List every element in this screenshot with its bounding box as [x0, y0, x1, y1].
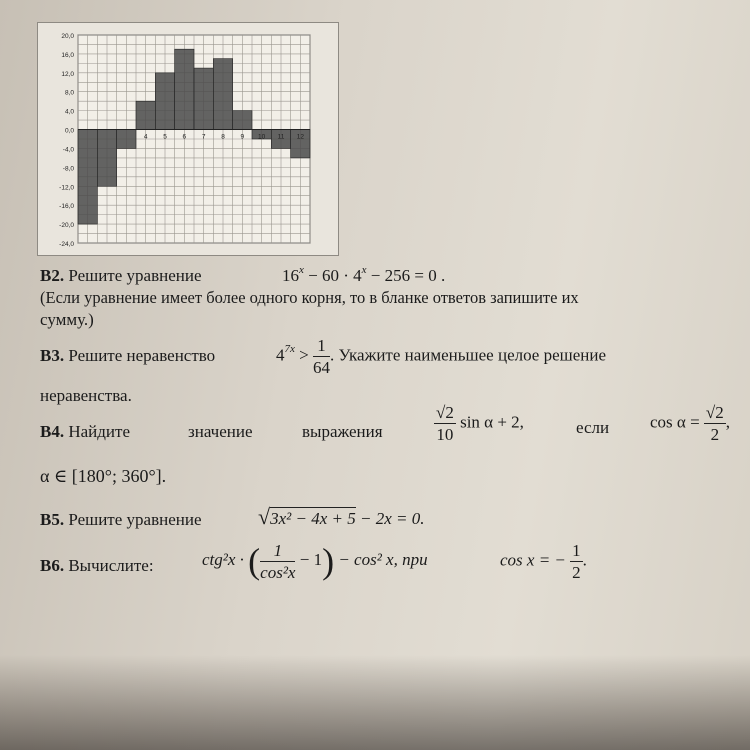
- b6-label: B6.: [40, 556, 65, 575]
- bar-5: [155, 73, 174, 130]
- y-tick-label: -12,0: [59, 184, 74, 192]
- bar-7: [194, 68, 213, 129]
- b5-rest: − 2x = 0.: [355, 509, 425, 528]
- b5-text: Решите уравнение: [68, 510, 202, 529]
- b2-note2: сумму.): [40, 310, 94, 329]
- b2-eq-base: 16: [282, 266, 299, 285]
- b3-inequality: [276, 337, 606, 376]
- b4-fraction: [434, 404, 456, 443]
- b6-rest: − cos² x, при: [338, 549, 428, 569]
- bar-3: [117, 130, 136, 149]
- b4-interval: α ∈ [180°; 360°].: [40, 466, 167, 486]
- b4-w3: выражения: [302, 422, 383, 441]
- y-tick-label: 8,0: [64, 89, 74, 97]
- x-tick-label: 4: [143, 133, 148, 141]
- b6-text: Вычислите:: [68, 556, 154, 575]
- x-tick-label: 11: [277, 133, 285, 141]
- b4-den: 10: [436, 425, 454, 444]
- sqrt-sign-icon: √: [258, 504, 271, 529]
- b6-half: [570, 542, 583, 581]
- b4-cnum: √2: [705, 403, 724, 422]
- b4-cos: [650, 404, 730, 443]
- bar-6: [175, 49, 194, 129]
- problem-b2: [40, 266, 202, 286]
- y-tick-label: 0,0: [64, 127, 74, 135]
- b6-dot: .: [582, 550, 587, 570]
- b3-line2: неравенства.: [40, 386, 132, 405]
- b3-fraction: [313, 337, 330, 376]
- b5-radicand: 3x² − 4x + 5: [270, 509, 356, 528]
- chart-svg: [38, 23, 338, 255]
- x-tick-label: 12: [296, 133, 304, 141]
- b5-equation: [258, 504, 424, 530]
- problem-b3: [40, 346, 215, 366]
- b4-comma: ,: [725, 412, 730, 432]
- b6-hnum: 1: [572, 541, 581, 560]
- y-tick-label: 12,0: [61, 70, 74, 78]
- b6-ctg: ctg²x ·: [202, 549, 244, 569]
- b2-label: B2.: [40, 266, 65, 285]
- open-paren: (: [248, 541, 261, 581]
- b3-after: . Укажите наименьшее целое решение: [329, 345, 607, 365]
- problem-b6: [40, 556, 154, 576]
- b2-eq-exp: x: [299, 264, 304, 276]
- x-tick-label: 5: [163, 133, 167, 141]
- b6-expression: [202, 540, 428, 582]
- b3-label: B3.: [40, 346, 65, 365]
- close-paren: ): [322, 541, 335, 581]
- bar-4: [136, 101, 155, 129]
- y-tick-label: 20,0: [61, 33, 74, 40]
- b2-eq-mid: − 60 · 4: [303, 266, 362, 285]
- y-tick-label: -20,0: [59, 222, 74, 230]
- b5-label: B5.: [40, 510, 65, 529]
- b2-eq-end: − 256 = 0 .: [366, 266, 446, 285]
- b3-num: 1: [313, 337, 330, 357]
- b6-minus1: − 1: [299, 549, 323, 569]
- y-tick-label: -24,0: [59, 241, 74, 248]
- bar-1: [78, 130, 97, 225]
- b6-num: 1: [260, 542, 295, 562]
- x-tick-label: 9: [240, 133, 245, 141]
- bar-2: [97, 130, 116, 187]
- b4-expr: sin α + 2,: [460, 412, 524, 432]
- b4-if: если: [576, 418, 610, 437]
- x-tick-label: 10: [258, 133, 266, 141]
- b6-den: cos²x: [260, 562, 296, 582]
- y-tick-label: -4,0: [62, 146, 74, 154]
- b4-w1: Найдите: [68, 422, 130, 441]
- b4-w2: значение: [188, 422, 253, 441]
- b6-condition: [500, 542, 587, 581]
- b4-cden: 2: [710, 425, 720, 444]
- b3-exp: 7x: [284, 343, 295, 356]
- b4-cos-text: cos α =: [650, 412, 700, 432]
- b3-gt: >: [299, 345, 309, 365]
- problem-b5: [40, 510, 202, 530]
- bar-chart: [37, 22, 339, 256]
- problem-b4: [40, 422, 130, 442]
- x-tick-label: 8: [221, 133, 225, 141]
- page-shadow: [0, 655, 750, 750]
- bar-8: [213, 59, 232, 130]
- b6-hden: 2: [572, 563, 581, 582]
- b2-text: Решите уравнение: [68, 266, 202, 285]
- y-tick-label: 4,0: [64, 108, 74, 116]
- y-tick-label: -8,0: [62, 165, 74, 173]
- b6-cosx: cos x = −: [500, 550, 566, 570]
- b2-eq-exp2: x: [361, 264, 367, 276]
- b3-base: 4: [276, 345, 285, 365]
- bar-9: [233, 111, 252, 130]
- b3-den: 64: [312, 358, 330, 377]
- b3-text: Решите неравенство: [68, 346, 216, 365]
- x-tick-label: 7: [201, 133, 206, 141]
- y-tick-label: -16,0: [59, 203, 74, 211]
- x-tick-label: 6: [182, 133, 187, 141]
- b2-equation: [282, 266, 445, 286]
- b4-cos-fraction: [704, 404, 726, 443]
- y-tick-label: 16,0: [61, 51, 74, 59]
- b4-expression: [434, 404, 524, 443]
- b6-fraction: [260, 542, 295, 581]
- b4-num: √2: [436, 403, 454, 422]
- b4-label: B4.: [40, 422, 65, 441]
- b2-note: (Если уравнение имеет более одного корня, то в бланке ответов запишите их: [40, 288, 579, 307]
